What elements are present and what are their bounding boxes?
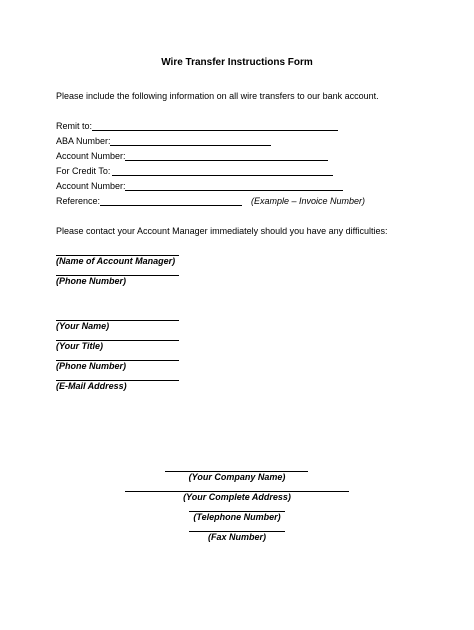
your-title-label: (Your Title) — [56, 341, 103, 351]
field-line-account-number[interactable] — [125, 160, 328, 161]
field-label-account-number: Account Number: — [56, 151, 126, 161]
your-email-label: (E-Mail Address) — [56, 381, 127, 391]
your-phone-label: (Phone Number) — [56, 361, 127, 371]
field-label-for-credit-to: For Credit To: — [56, 166, 111, 176]
field-label-aba-number: ABA Number: — [56, 136, 111, 146]
field-label-reference: Reference: — [56, 196, 101, 206]
company-name-label: (Your Company Name) — [188, 472, 286, 482]
account-manager-phone-label: (Phone Number) — [56, 276, 127, 286]
your-name-label: (Your Name) — [56, 321, 110, 331]
field-label-remit-to: Remit to: — [56, 121, 93, 131]
field-line-for-credit-to[interactable] — [112, 175, 333, 176]
company-telephone-label: (Telephone Number) — [193, 512, 281, 522]
contact-text: Please contact your Account Manager immediately should you have any difficulties: — [56, 226, 388, 236]
company-address-label: (Your Complete Address) — [183, 492, 291, 502]
reference-note: (Example – Invoice Number) — [251, 196, 366, 206]
field-label-account-number-2: Account Number: — [56, 181, 126, 191]
form-title: Wire Transfer Instructions Form — [161, 57, 313, 68]
field-line-account-number-2[interactable] — [125, 190, 343, 191]
field-line-remit-to[interactable] — [92, 130, 338, 131]
account-manager-name-label: (Name of Account Manager) — [56, 256, 176, 266]
field-line-aba-number[interactable] — [110, 145, 271, 146]
company-fax-label: (Fax Number) — [207, 532, 266, 542]
field-line-reference[interactable] — [100, 205, 242, 206]
intro-text: Please include the following information on all wire transfers to our bank account. — [56, 91, 379, 101]
